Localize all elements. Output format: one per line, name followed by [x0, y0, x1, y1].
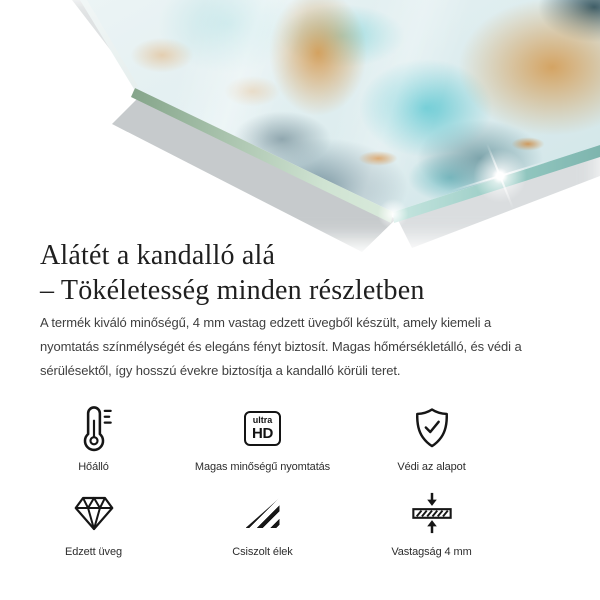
sparkle-icon — [455, 131, 545, 221]
page-title-line2: – Tökéletesség minden részletben — [40, 275, 425, 306]
feature-label: Hőálló — [78, 461, 109, 473]
feature-label: Védi az alapot — [397, 461, 466, 473]
product-description-text: A termék kiváló minőségű, 4 mm vastag edzett üvegből készült, amely kiemeli a nyomtatás színmélységét és elegáns fényt biztosít. Magas hőmérsékletálló, és védi a sérülésektől, így hosszú évekre biztosítja a kandalló körüli teret. — [40, 315, 522, 378]
feature-heat-resistant — [9, 405, 178, 474]
feature-grid — [9, 405, 516, 559]
feature-thickness — [347, 490, 516, 559]
ultra-hd-icon: ultra HD — [244, 405, 281, 451]
thickness-icon — [410, 490, 454, 536]
page-title — [40, 238, 560, 308]
feature-label: Csiszolt élek — [232, 546, 293, 558]
feature-tempered-glass — [9, 490, 178, 559]
feature-ultra-hd-print — [178, 405, 347, 474]
feature-polished-edges — [178, 490, 347, 559]
polished-edges-icon — [246, 490, 280, 536]
feature-label: Vastagság 4 mm — [391, 546, 472, 558]
thermometer-icon — [74, 405, 114, 451]
product-hero-image — [0, 0, 600, 234]
diamond-icon — [73, 490, 115, 536]
feature-label: Magas minőségű nyomtatás — [194, 461, 331, 473]
page-title-line1: Alátét a kandalló alá — [40, 240, 276, 271]
feature-label: Edzett üveg — [65, 546, 122, 558]
corner-glint — [375, 196, 411, 232]
product-description-section — [0, 238, 600, 383]
feature-protects-base — [347, 405, 516, 474]
shield-check-icon — [413, 405, 451, 451]
